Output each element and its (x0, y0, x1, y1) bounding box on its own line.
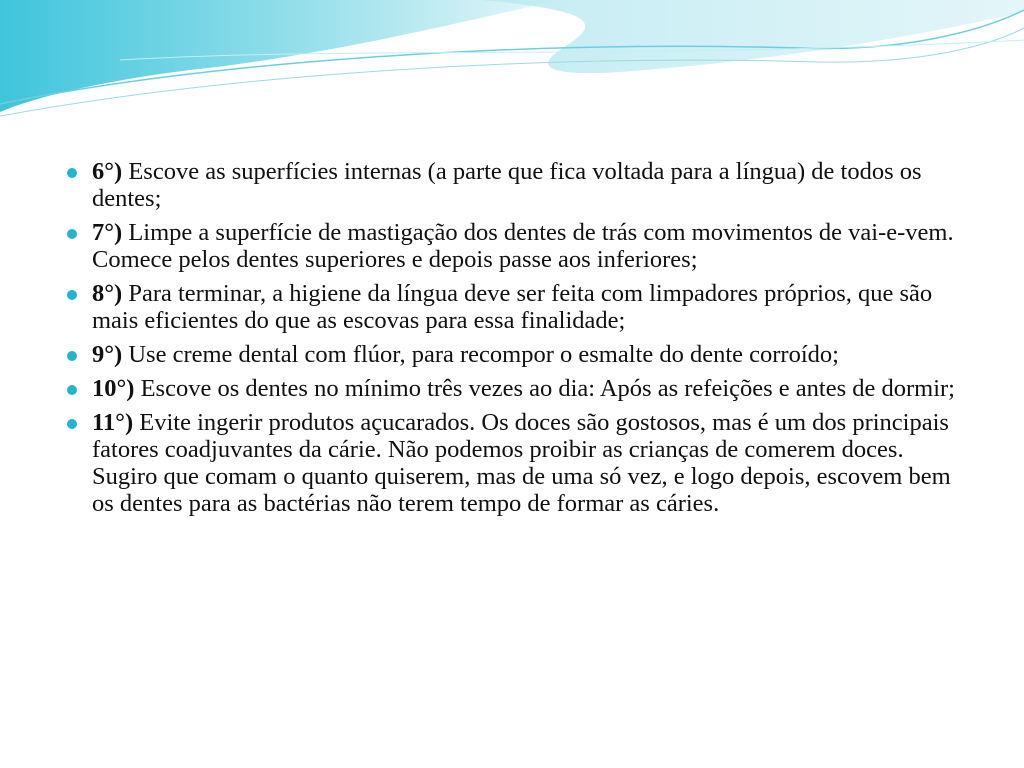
bullet-item (64, 280, 964, 334)
bullet-text: Escove as superfícies internas (a parte que fica voltada para a língua) de todos os dentes; (92, 158, 922, 212)
bullet-item (64, 158, 964, 212)
bullet-number: 6°) (92, 158, 123, 185)
decorative-wave-header (0, 0, 1024, 130)
bullet-item (64, 375, 964, 402)
bullet-item (64, 409, 964, 517)
bullet-text: Evite ingerir produtos açucarados. Os doces são gostosos, mas é um dos principais fatores coadjuvantes da cárie. Não podemos proibir as crianças de comerem doces. Sugiro que comam o quanto quiserem, mas de uma só vez, e logo depois, escovem bem os dentes para as bactérias não terem tempo de formar as cáries. (92, 409, 951, 517)
bullet-dot-icon (67, 290, 77, 300)
bullet-number: 7°) (92, 219, 123, 246)
bullet-text: Use creme dental com flúor, para recompor o esmalte do dente corroído; (122, 341, 839, 368)
bullet-number: 9°) (92, 341, 123, 368)
bullet-list (64, 158, 964, 524)
bullet-item (64, 219, 964, 273)
bullet-number: 10°) (92, 375, 135, 402)
bullet-number: 8°) (92, 280, 123, 307)
bullet-text: Escove os dentes no mínimo três vezes ao dia: Após as refeições e antes de dormir; (134, 375, 955, 402)
bullet-item (64, 341, 964, 368)
bullet-dot-icon (67, 168, 77, 178)
bullet-text: Limpe a superfície de mastigação dos dentes de trás com movimentos de vai-e-vem. Comece pelos dentes superiores e depois passe aos inferiores; (92, 219, 954, 273)
bullet-dot-icon (67, 419, 77, 429)
bullet-text: Para terminar, a higiene da língua deve ser feita com limpadores próprios, que são mais eficientes do que as escovas para essa finalidade; (92, 280, 933, 334)
bullet-dot-icon (67, 385, 77, 395)
bullet-dot-icon (67, 351, 77, 361)
bullet-dot-icon (67, 229, 77, 239)
bullet-number: 11°) (92, 409, 134, 436)
